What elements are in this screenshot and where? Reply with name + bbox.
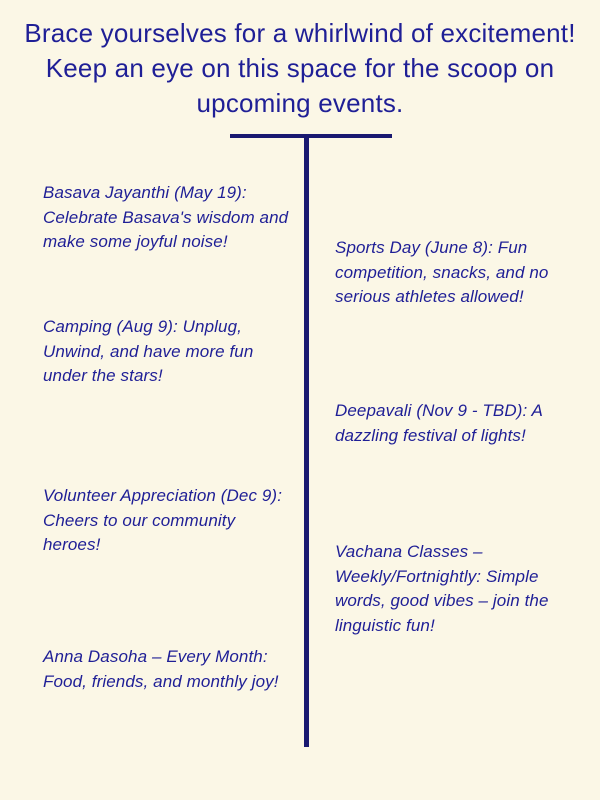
title-line-1: Brace yourselves for a whirlwind of excitement!	[24, 18, 576, 48]
event-basava-jayanthi: Basava Jayanthi (May 19): Celebrate Basava's wisdom and make some joyful noise!	[43, 183, 289, 251]
timeline-crossbar	[230, 134, 392, 138]
event-camping: Camping (Aug 9): Unplug, Unwind, and have more fun under the stars!	[43, 317, 254, 385]
event-vachana-classes: Vachana Classes – Weekly/Fortnightly: Simple words, good vibes – join the linguistic fun!	[335, 542, 549, 635]
event-anna-dasoha: Anna Dasoha – Every Month: Food, friends, and monthly joy!	[43, 647, 279, 691]
flyer-title	[20, 16, 580, 121]
title-line-2: Keep an eye on this space for the scoop on	[45, 53, 555, 83]
event-volunteer-appreciation: Volunteer Appreciation (Dec 9): Cheers to our community heroes!	[43, 486, 283, 554]
title-line-3: upcoming events.	[196, 88, 404, 118]
event-deepavali: Deepavali (Nov 9 - TBD): A dazzling festival of lights!	[335, 401, 543, 445]
event-sports-day: Sports Day (June 8): Fun competition, snacks, and no serious athletes allowed!	[335, 238, 549, 306]
